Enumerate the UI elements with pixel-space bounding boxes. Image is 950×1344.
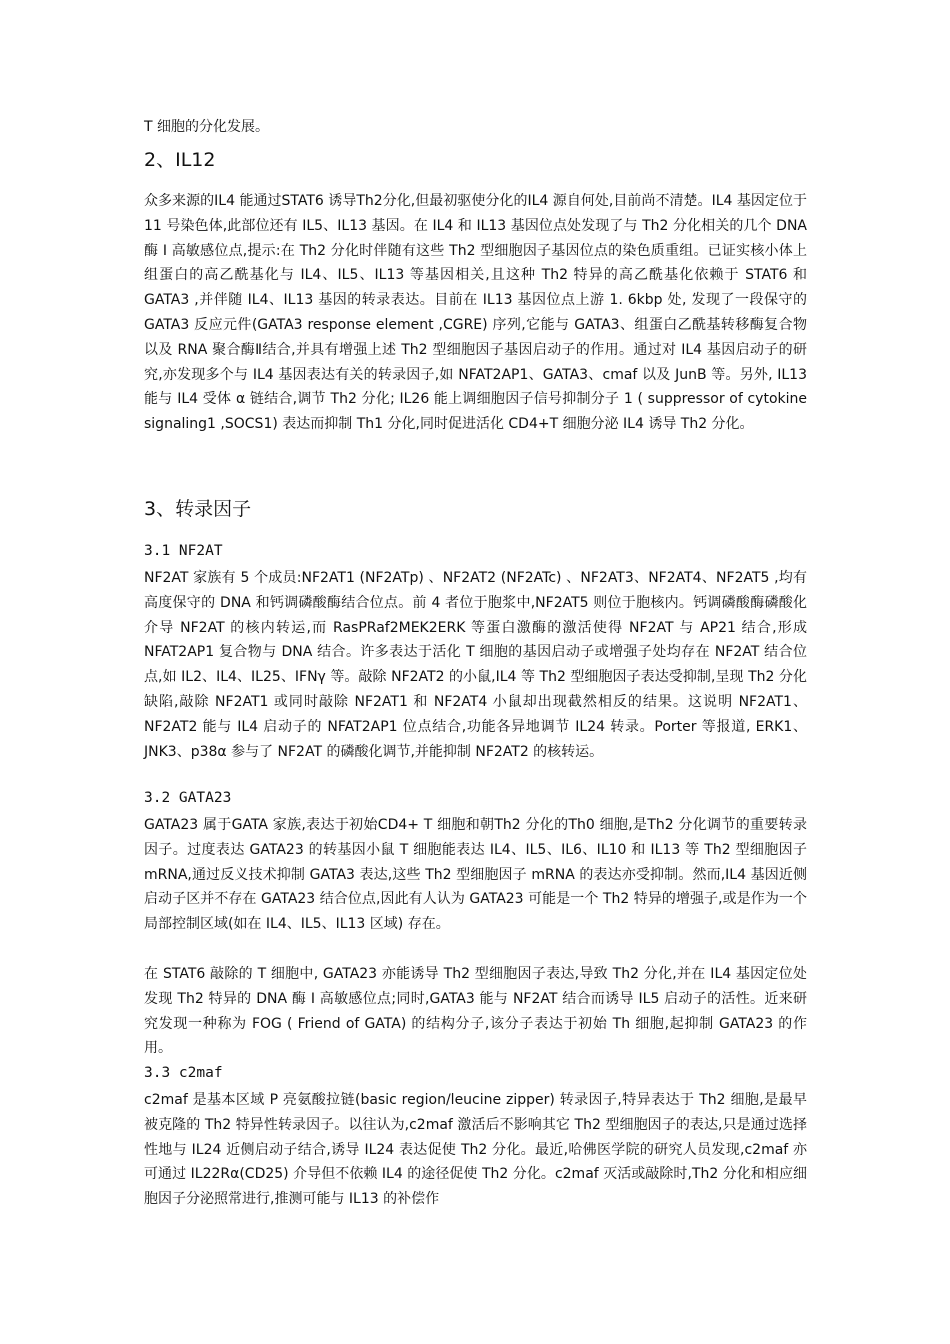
intro-tail-text: T 细胞的分化发展。: [144, 119, 270, 135]
section-3-heading: 3、转录因子: [144, 498, 252, 520]
section-3-1-body: NF2AT 家族有 5 个成员:NF2AT1 (NF2ATp) 、NF2AT2 (NF2ATc) 、NF2AT3、NF2AT4、NF2AT5 ,均有高度保守的 DNA 和钙调磷酸酶结合位点。前 4 者位于胞浆中,NF2AT5 则位于胞核内。钙调磷酸酶磷酸化介导 NF2AT 的核内转运,而 RasPRaf2MEK2ERK 等蛋白激酶的激活使得 NF2AT 与 AP21 结合,形成 NFAT2AP1 复合物与 DNA 结合。许多表达于活化 T 细胞的基因启动子或增强子处均存在 NF2AT 结合位点,如 IL2、IL4、IL25、IFNγ 等。敲除 NF2AT2 的小鼠,IL4 等 Th2 型细胞因子表达受抑制,呈现 Th2 分化缺陷,敲除 NF2AT1 或同时敲除 NF2AT1 和 NF2AT4 小鼠却出现截然相反的结果。这说明 NF2AT1、NF2AT2 能与 IL4 启动子的 NFAT2AP1 位点结合,功能各异地调节 IL24 转录。Porter 等报道, ERK1、JNK3、p38α 参与了 NF2AT 的磷酸化调节,并能抑制 NF2AT2 的核转运。: [144, 570, 807, 760]
section-3-2-body-2: 在 STAT6 敲除的 T 细胞中, GATA23 亦能诱导 Th2 型细胞因子表达,导致 Th2 分化,并在 IL4 基因定位处发现 Th2 特异的 DNA 酶 I 高敏感位点;同时,GATA3 能与 NF2AT 结合而诱导 IL5 启动子的活性。近来研究发现一种称为 FOG ( Friend of GATA) 的结构分子,该分子表达于初始 Th 细胞,起抑制 GATA23 的作用。: [144, 966, 807, 1057]
section-3-2-heading: 3.2 GATA23: [144, 790, 232, 806]
section-2-body: 众多来源的IL4 能通过STAT6 诱导Th2分化,但最初驱使分化的IL4 源自何处,目前尚不清楚。IL4 基因定位于 11 号染色体,此部位还有 IL5、IL13 基因。在 IL4 和 IL13 基因位点处发现了与 Th2 分化相关的几个 DNA 酶 I 高敏感位点,提示:在 Th2 分化时伴随有这些 Th2 型细胞因子基因位点的染色质重组。已证实核小体上组蛋白的高乙酰基化与 IL4、IL5、IL13 等基因相关,且这种 Th2 特异的高乙酰基化依赖于 STAT6 和 GATA3 ,并伴随 IL4、IL13 基因的转录表达。目前在 IL13 基因位点上游 1. 6kbp 处, 发现了一段保守的 GATA3 反应元件(GATA3 response element ,CGRE) 序列,它能与 GATA3、组蛋白乙酰基转移酶复合物以及 RNA 聚合酶Ⅱ结合,并具有增强上述 Th2 型细胞因子基因启动子的作用。通过对 IL4 基因启动子的研究,亦发现多个与 IL4 基因表达有关的转录因子,如 NFAT2AP1、GATA3、cmaf 以及 JunB 等。另外, IL13 能与 IL4 受体 α 链结合,调节 Th2 分化; IL26 能上调细胞因子信号抑制分子 1 ( suppressor of cytokine signaling1 ,SOCS1) 表达而抑制 Th1 分化,同时促进活化 CD4+T 细胞分泌 IL4 诱导 Th2 分化。: [144, 193, 807, 433]
section-3-2-body-1: GATA23 属于GATA 家族,表达于初始CD4+ T 细胞和朝Th2 分化的Th0 细胞,是Th2 分化调节的重要转录因子。过度表达 GATA23 的转基因小鼠 T 细胞能表达 IL4、IL5、IL6、IL10 和 IL13 等 Th2 型细胞因子 mRNA,通过反义技术抑制 GATA3 表达,这些 Th2 型细胞因子 mRNA 的表达亦受抑制。然而,IL4 基因近侧启动子区并不存在 GATA23 结合位点,因此有人认为 GATA23 可能是一个 Th2 特异的增强子,或是作为一个局部控制区域(如在 IL4、IL5、IL13 区域) 存在。: [144, 817, 807, 933]
section-3-3-heading: 3.3 c2maf: [144, 1065, 223, 1081]
section-3-1-heading: 3.1 NF2AT: [144, 543, 223, 559]
section-2-heading: 2、IL12: [144, 149, 216, 171]
section-3-3-body: c2maf 是基本区域 P 亮氨酸拉链(basic region/leucine zipper) 转录因子,特异表达于 Th2 细胞,是最早被克隆的 Th2 特异性转录因子。以往认为,c2maf 激活后不影响其它 Th2 型细胞因子的表达,只是通过选择性地与 IL24 近侧启动子结合,诱导 IL24 表达促使 Th2 分化。最近,哈佛医学院的研究人员发现,c2maf 亦可通过 IL22Rα(CD25) 介导但不依赖 IL4 的途径促使 Th2 分化。c2maf 灭活或敲除时,Th2 分化和相应细胞因子分泌照常进行,推测可能与 IL13 的补偿作: [144, 1092, 807, 1208]
